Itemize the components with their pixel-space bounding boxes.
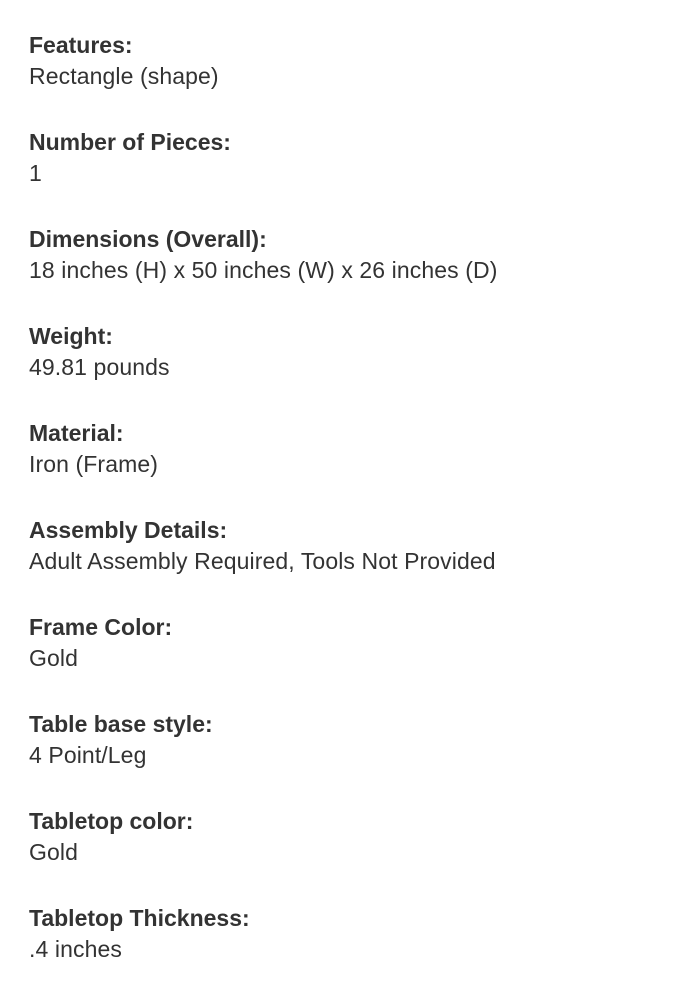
spec-label: Dimensions (Overall): (29, 226, 267, 252)
spec-label: Material: (29, 420, 124, 446)
spec-frame-color (29, 613, 669, 710)
spec-value: Iron (Frame) (29, 451, 158, 477)
spec-material (29, 419, 669, 516)
spec-value: 49.81 pounds (29, 354, 170, 380)
spec-dimensions (29, 225, 669, 322)
spec-label: Features: (29, 32, 133, 58)
spec-value: Rectangle (shape) (29, 63, 219, 89)
spec-table-base-style (29, 710, 669, 807)
spec-value: Gold (29, 839, 78, 865)
spec-tabletop-color (29, 807, 669, 904)
spec-value: 18 inches (H) x 50 inches (W) x 26 inches (D) (29, 257, 498, 283)
spec-label: Table base style: (29, 711, 213, 737)
spec-label: Tabletop color: (29, 808, 194, 834)
spec-value: Adult Assembly Required, Tools Not Provided (29, 548, 496, 574)
spec-weight (29, 322, 669, 419)
spec-label: Weight: (29, 323, 113, 349)
specifications-list (29, 31, 669, 1001)
spec-value: Gold (29, 645, 78, 671)
spec-label: Assembly Details: (29, 517, 228, 543)
spec-label: Tabletop Thickness: (29, 905, 250, 931)
spec-label: Frame Color: (29, 614, 173, 640)
spec-value: 4 Point/Leg (29, 742, 147, 768)
spec-assembly-details (29, 516, 669, 613)
spec-features (29, 31, 669, 128)
spec-number-of-pieces (29, 128, 669, 225)
spec-tabletop-thickness (29, 904, 669, 1001)
spec-value: 1 (29, 160, 42, 186)
spec-value: .4 inches (29, 936, 122, 962)
spec-label: Number of Pieces: (29, 129, 231, 155)
